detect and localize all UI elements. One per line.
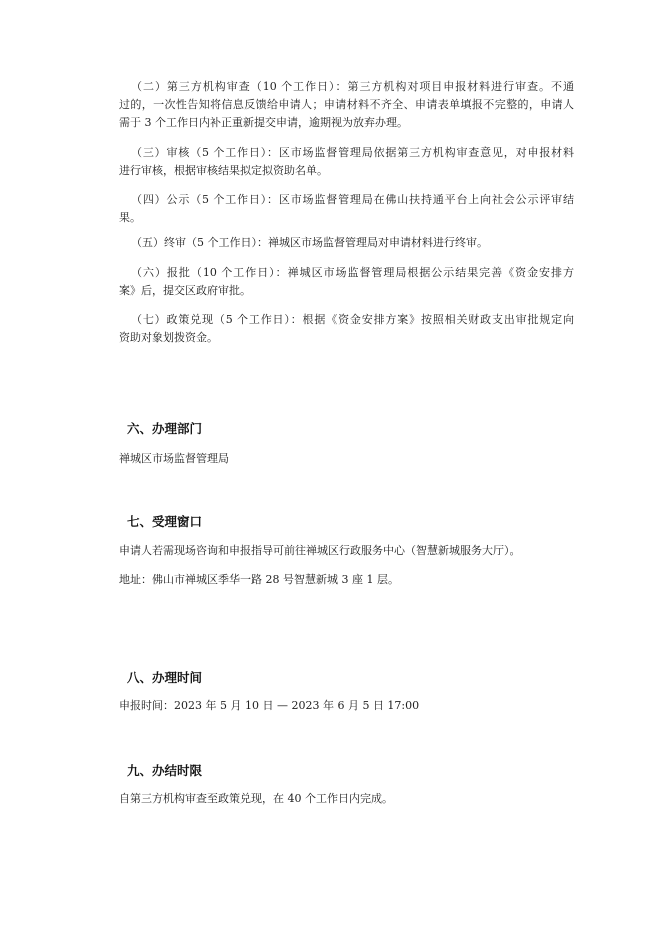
paragraph: 禅城区市场监督管理局 [119, 452, 229, 465]
text-line: （四）公示（5 个工作日）：区市场监督管理局在佛山扶持通平台上向社会公示评审结 [131, 193, 574, 206]
text-line: （七）政策兑现（5 个工作日）：根据《资金安排方案》按照相关财政支出审批规定向 [131, 313, 574, 326]
text-line: 果。 [119, 211, 141, 224]
paragraph: 申报时间：2023 年 5 月 10 日 — 2023 年 6 月 5 日 17:00 [119, 699, 420, 712]
text-line: 需于 3 个工作日内补正重新提交申请，逾期视为放弃办理。 [119, 116, 408, 129]
text-line: 案》后，提交区政府审批。 [119, 284, 251, 297]
text-line: （六）报批（10 个工作日）：禅城区市场监督管理局根据公示结果完善《资金安排方 [131, 266, 574, 279]
paragraph: 自第三方机构审查至政策兑现，在 40 个工作日内完成。 [119, 792, 393, 805]
paragraph: 申请人若需现场咨询和申报指导可前往禅城区行政服务中心（智慧新城服务大厅）。 [119, 544, 521, 557]
paragraph: 地址：佛山市禅城区季华一路 28 号智慧新城 3 座 1 层。 [119, 573, 399, 586]
section-heading: 七、受理窗口 [127, 514, 203, 529]
text-line: （二）第三方机构审查（10 个工作日）：第三方机构对项目申报材料进行审查。不通 [131, 80, 574, 93]
text-line: 过的，一次性告知将信息反馈给申请人；申请材料不齐全、申请表单填报不完整的，申请人 [119, 98, 574, 111]
section-heading: 九、办结时限 [127, 763, 203, 778]
text-line: 进行审核，根据审核结果拟定拟资助名单。 [119, 164, 328, 177]
text-line: 资助对象划拨资金。 [119, 331, 218, 344]
section-heading: 六、办理部门 [127, 421, 203, 436]
section-heading: 八、办理时间 [127, 670, 203, 685]
text-line: （五）终审（5 个工作日）：禅城区市场监督管理局对申请材料进行终审。 [131, 236, 488, 249]
text-line: （三）审核（5 个工作日）：区市场监督管理局依据第三方机构审查意见，对申报材料 [131, 146, 574, 159]
